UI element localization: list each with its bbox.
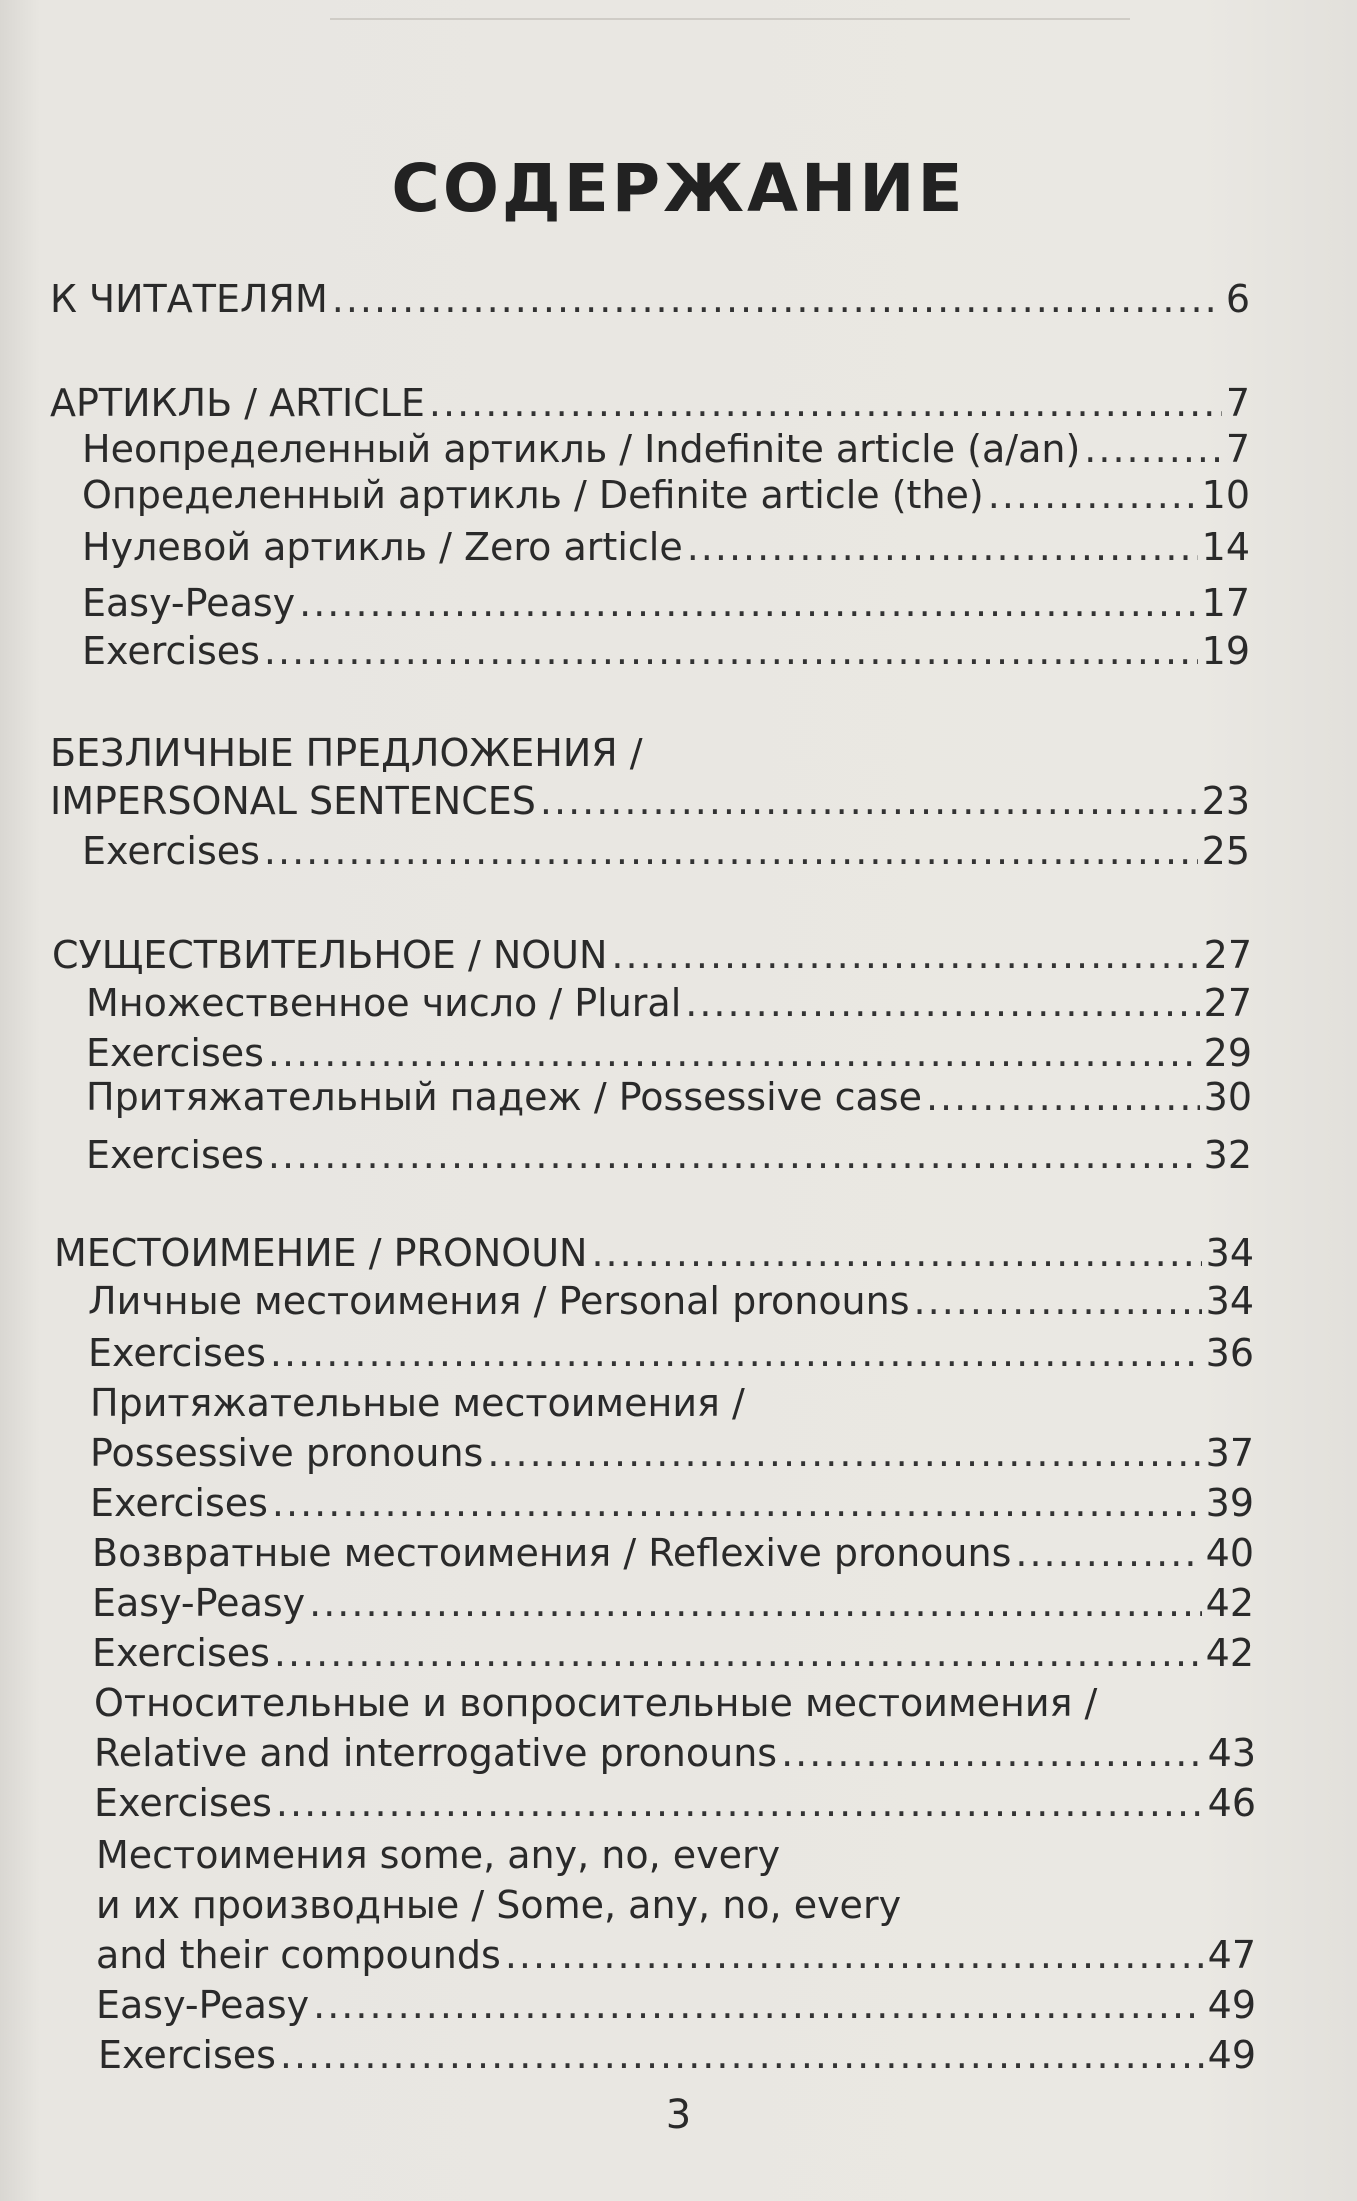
toc-entry-label: Easy-Peasy — [96, 1983, 310, 2027]
toc-entry-label: Возвратные местоимения / Reflexive pronouns — [92, 1531, 1012, 1575]
toc-entry-label: Личные местоимения / Personal pronouns — [88, 1279, 910, 1323]
toc-entry-page: 37 — [1205, 1431, 1254, 1475]
toc-entry-label: IMPERSONAL SENTENCES — [50, 779, 536, 823]
dot-leader — [781, 1730, 1204, 1776]
toc-entry-exercises — [90, 1480, 1254, 1526]
toc-entry-zero-article — [82, 524, 1250, 570]
toc-entry-label: Неопределенный артикль / Indefinite article (a/an) — [82, 427, 1081, 471]
toc-entry-exercises — [86, 1030, 1252, 1076]
dot-leader — [276, 1780, 1204, 1826]
toc-entry-page: 49 — [1207, 2033, 1256, 2077]
toc-entry-article — [50, 380, 1250, 426]
toc-entry-exercises — [86, 1132, 1252, 1178]
toc-entry-page: 19 — [1201, 629, 1250, 673]
dot-leader — [332, 276, 1222, 322]
toc-entry-page: 36 — [1205, 1331, 1254, 1375]
toc-entry-label: Exercises — [94, 1781, 272, 1825]
toc-entry-label: МЕСТОИМЕНИЕ / PRONOUN — [54, 1231, 588, 1275]
toc-entry-page: 25 — [1201, 829, 1250, 873]
toc-entry-page: 7 — [1225, 381, 1250, 425]
dot-leader — [487, 1430, 1201, 1476]
dot-leader — [685, 980, 1199, 1026]
toc-entry-label: Exercises — [92, 1631, 270, 1675]
toc-entry-page: 46 — [1207, 1781, 1256, 1825]
toc-entry-label: Exercises — [88, 1331, 266, 1375]
toc-entry-easy-peasy — [82, 580, 1250, 626]
toc-entry-label: Exercises — [86, 1133, 264, 1177]
toc-entry-page: 43 — [1207, 1731, 1256, 1775]
toc-entry-label: Exercises — [98, 2033, 276, 2077]
toc-entry-impersonal-sentences — [50, 778, 1250, 824]
toc-entry-label: Притяжательный падеж / Possessive case — [86, 1075, 922, 1119]
toc-entry-personal-pronouns — [88, 1278, 1254, 1324]
toc-entry-plural — [86, 980, 1252, 1026]
toc-entry-label: and their compounds — [96, 1933, 501, 1977]
toc-entry-label: Определенный артикль / Definite article (the) — [82, 473, 984, 517]
dot-leader — [272, 1480, 1202, 1526]
toc-entry-relative-pronouns-line1: Относительные и вопросительные местоимения / — [94, 1681, 1098, 1725]
dot-leader — [429, 380, 1222, 426]
dot-leader — [268, 1030, 1200, 1076]
toc-entry-label: Exercises — [86, 1031, 264, 1075]
dot-leader — [313, 1982, 1204, 2028]
dot-leader — [264, 828, 1198, 874]
dot-leader — [505, 1932, 1204, 1978]
toc-entry-label: АРТИКЛЬ / ARTICLE — [50, 381, 425, 425]
toc-entry-label: Easy-Peasy — [92, 1581, 306, 1625]
toc-entry-page: 10 — [1201, 473, 1250, 517]
toc-entry-possessive-pronouns-line1: Притяжательные местоимения / — [90, 1381, 745, 1425]
dot-leader — [591, 1230, 1201, 1276]
toc-entry-some-any-line2: и их производные / Some, any, no, every — [96, 1883, 902, 1927]
toc-entry-easy-peasy — [92, 1580, 1254, 1626]
toc-entry-label: Possessive pronouns — [90, 1431, 484, 1475]
toc-entry-noun — [52, 932, 1252, 978]
toc-entry-page: 23 — [1201, 779, 1250, 823]
toc-entry-definite-article — [82, 472, 1250, 518]
dot-leader — [264, 628, 1198, 674]
toc-entry-exercises — [94, 1780, 1256, 1826]
toc-entry-page: 6 — [1225, 277, 1250, 321]
toc-entry-page: 40 — [1205, 1531, 1254, 1575]
toc-entry-label: Exercises — [82, 829, 260, 873]
toc-entry-possessive-case — [86, 1074, 1252, 1120]
toc-entry-page: 42 — [1205, 1631, 1254, 1675]
dot-leader — [299, 580, 1198, 626]
toc-entry-page: 39 — [1205, 1481, 1254, 1525]
toc-entry-page: 27 — [1203, 933, 1252, 977]
dot-leader — [926, 1074, 1200, 1120]
dot-leader — [611, 932, 1199, 978]
toc-entry-exercises — [98, 2032, 1256, 2078]
toc-entry-page: 14 — [1201, 525, 1250, 569]
toc-entry-page: 29 — [1203, 1031, 1252, 1075]
toc-entry-some-any-line1: Местоимения some, any, no, every — [96, 1833, 781, 1877]
toc-entry-label: Relative and interrogative pronouns — [94, 1731, 778, 1775]
dot-leader — [914, 1278, 1202, 1324]
toc-entry-to-readers — [50, 276, 1250, 322]
toc-entry-exercises — [92, 1630, 1254, 1676]
toc-entry-relative-pronouns — [94, 1730, 1256, 1776]
dot-leader — [1084, 426, 1222, 472]
toc-entry-page: 47 — [1207, 1933, 1256, 1977]
toc-entry-page: 42 — [1205, 1581, 1254, 1625]
toc-entry-label: Нулевой артикль / Zero article — [82, 525, 683, 569]
toc-entry-page: 7 — [1225, 427, 1250, 471]
dot-leader — [274, 1630, 1202, 1676]
dot-leader — [309, 1580, 1202, 1626]
toc-entry-page: 32 — [1203, 1133, 1252, 1177]
toc-entry-page: 30 — [1203, 1075, 1252, 1119]
toc-entry-possessive-pronouns — [90, 1430, 1254, 1476]
toc-entry-label: СУЩЕСТВИТЕЛЬНОЕ / NOUN — [52, 933, 608, 977]
toc-entry-exercises — [82, 628, 1250, 674]
toc-entry-impersonal-line1: БЕЗЛИЧНЫЕ ПРЕДЛОЖЕНИЯ / — [50, 731, 643, 775]
toc-entry-exercises — [82, 828, 1250, 874]
toc-entry-label: К ЧИТАТЕЛЯМ — [50, 277, 328, 321]
toc-entry-exercises — [88, 1330, 1254, 1376]
toc-entry-reflexive-pronouns — [92, 1530, 1254, 1576]
page-number: 3 — [665, 2092, 692, 2138]
dot-leader — [687, 524, 1198, 570]
dot-leader — [1015, 1530, 1201, 1576]
toc-entry-page: 34 — [1205, 1231, 1254, 1275]
toc-entry-page: 49 — [1207, 1983, 1256, 2027]
toc-entry-indefinite-article — [82, 426, 1250, 472]
page-title: СОДЕРЖАНИЕ — [391, 150, 966, 227]
dot-leader — [268, 1132, 1200, 1178]
dot-leader — [540, 778, 1198, 824]
toc-entry-some-any-compounds — [96, 1932, 1256, 1978]
toc-entry-label: Easy-Peasy — [82, 581, 296, 625]
toc-entry-page: 27 — [1203, 981, 1252, 1025]
toc-entry-pronoun — [54, 1230, 1254, 1276]
dot-leader — [270, 1330, 1202, 1376]
toc-entry-label: Множественное число / Plural — [86, 981, 682, 1025]
toc-entry-page: 34 — [1205, 1279, 1254, 1323]
dot-leader — [280, 2032, 1204, 2078]
toc-entry-page: 17 — [1201, 581, 1250, 625]
dot-leader — [988, 472, 1198, 518]
toc-entry-easy-peasy — [96, 1982, 1256, 2028]
toc-entry-label: Exercises — [90, 1481, 268, 1525]
toc-entry-label: Exercises — [82, 629, 260, 673]
